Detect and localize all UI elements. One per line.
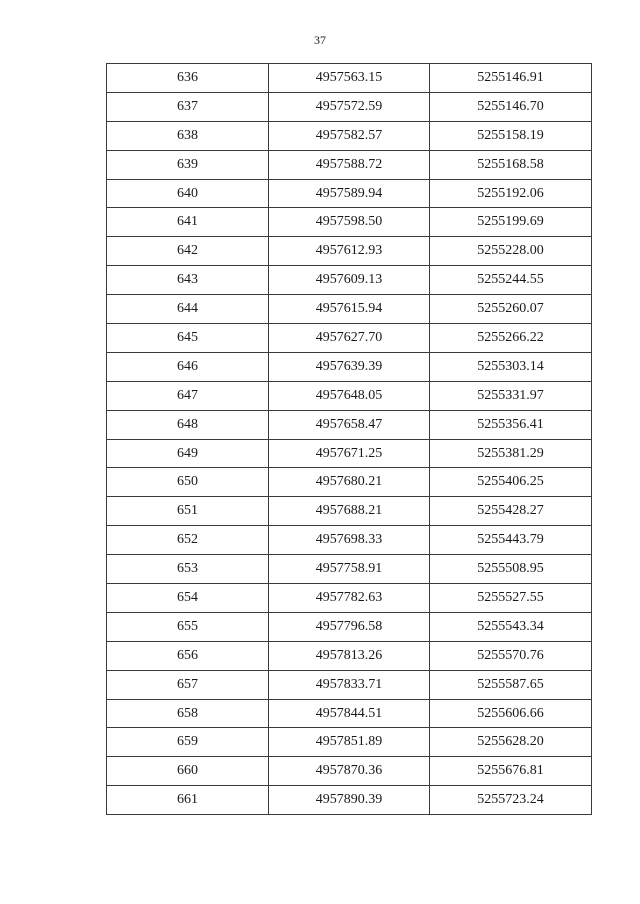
table-row — [107, 439, 592, 468]
y-coordinate-cell: 5255146.70 — [430, 92, 592, 121]
y-coordinate-cell: 5255628.20 — [430, 728, 592, 757]
x-coordinate-cell: 4957698.33 — [269, 526, 430, 555]
x-coordinate-cell: 4957639.39 — [269, 352, 430, 381]
point-number-cell: 644 — [107, 295, 269, 324]
table-row — [107, 208, 592, 237]
y-coordinate-cell: 5255331.97 — [430, 381, 592, 410]
table-row — [107, 526, 592, 555]
table-row — [107, 555, 592, 584]
table-row — [107, 699, 592, 728]
x-coordinate-cell: 4957680.21 — [269, 468, 430, 497]
table-row — [107, 670, 592, 699]
table-row — [107, 237, 592, 266]
x-coordinate-cell: 4957833.71 — [269, 670, 430, 699]
table-row — [107, 352, 592, 381]
x-coordinate-cell: 4957851.89 — [269, 728, 430, 757]
x-coordinate-cell: 4957688.21 — [269, 497, 430, 526]
y-coordinate-cell: 5255158.19 — [430, 121, 592, 150]
point-number-cell: 639 — [107, 150, 269, 179]
table-row — [107, 324, 592, 353]
x-coordinate-cell: 4957658.47 — [269, 410, 430, 439]
point-number-cell: 643 — [107, 266, 269, 295]
table-row — [107, 584, 592, 613]
point-number-cell: 661 — [107, 786, 269, 815]
x-coordinate-cell: 4957572.59 — [269, 92, 430, 121]
x-coordinate-cell: 4957563.15 — [269, 64, 430, 93]
x-coordinate-cell: 4957609.13 — [269, 266, 430, 295]
table-row — [107, 150, 592, 179]
point-number-cell: 646 — [107, 352, 269, 381]
table-row — [107, 381, 592, 410]
x-coordinate-cell: 4957813.26 — [269, 641, 430, 670]
table-row — [107, 728, 592, 757]
x-coordinate-cell: 4957612.93 — [269, 237, 430, 266]
point-number-cell: 640 — [107, 179, 269, 208]
table-row — [107, 64, 592, 93]
point-number-cell: 642 — [107, 237, 269, 266]
point-number-cell: 650 — [107, 468, 269, 497]
x-coordinate-cell: 4957671.25 — [269, 439, 430, 468]
x-coordinate-cell: 4957844.51 — [269, 699, 430, 728]
point-number-cell: 638 — [107, 121, 269, 150]
coordinates-table — [106, 63, 592, 815]
y-coordinate-cell: 5255587.65 — [430, 670, 592, 699]
x-coordinate-cell: 4957588.72 — [269, 150, 430, 179]
table-row — [107, 295, 592, 324]
point-number-cell: 651 — [107, 497, 269, 526]
table-row — [107, 410, 592, 439]
point-number-cell: 637 — [107, 92, 269, 121]
x-coordinate-cell: 4957615.94 — [269, 295, 430, 324]
point-number-cell: 658 — [107, 699, 269, 728]
table-row — [107, 121, 592, 150]
table-row — [107, 641, 592, 670]
y-coordinate-cell: 5255723.24 — [430, 786, 592, 815]
point-number-cell: 653 — [107, 555, 269, 584]
y-coordinate-cell: 5255356.41 — [430, 410, 592, 439]
y-coordinate-cell: 5255199.69 — [430, 208, 592, 237]
x-coordinate-cell: 4957796.58 — [269, 612, 430, 641]
page-number: 37 — [314, 33, 326, 47]
y-coordinate-cell: 5255443.79 — [430, 526, 592, 555]
x-coordinate-cell: 4957870.36 — [269, 757, 430, 786]
point-number-cell: 660 — [107, 757, 269, 786]
y-coordinate-cell: 5255228.00 — [430, 237, 592, 266]
x-coordinate-cell: 4957782.63 — [269, 584, 430, 613]
y-coordinate-cell: 5255192.06 — [430, 179, 592, 208]
coordinates-table-body — [107, 64, 592, 815]
y-coordinate-cell: 5255543.34 — [430, 612, 592, 641]
y-coordinate-cell: 5255676.81 — [430, 757, 592, 786]
point-number-cell: 659 — [107, 728, 269, 757]
y-coordinate-cell: 5255266.22 — [430, 324, 592, 353]
y-coordinate-cell: 5255260.07 — [430, 295, 592, 324]
point-number-cell: 649 — [107, 439, 269, 468]
y-coordinate-cell: 5255244.55 — [430, 266, 592, 295]
x-coordinate-cell: 4957598.50 — [269, 208, 430, 237]
point-number-cell: 648 — [107, 410, 269, 439]
table-row — [107, 468, 592, 497]
point-number-cell: 647 — [107, 381, 269, 410]
table-row — [107, 786, 592, 815]
y-coordinate-cell: 5255606.66 — [430, 699, 592, 728]
x-coordinate-cell: 4957758.91 — [269, 555, 430, 584]
y-coordinate-cell: 5255168.58 — [430, 150, 592, 179]
x-coordinate-cell: 4957648.05 — [269, 381, 430, 410]
x-coordinate-cell: 4957627.70 — [269, 324, 430, 353]
x-coordinate-cell: 4957582.57 — [269, 121, 430, 150]
y-coordinate-cell: 5255406.25 — [430, 468, 592, 497]
table-row — [107, 497, 592, 526]
y-coordinate-cell: 5255428.27 — [430, 497, 592, 526]
y-coordinate-cell: 5255146.91 — [430, 64, 592, 93]
point-number-cell: 645 — [107, 324, 269, 353]
y-coordinate-cell: 5255303.14 — [430, 352, 592, 381]
point-number-cell: 657 — [107, 670, 269, 699]
y-coordinate-cell: 5255508.95 — [430, 555, 592, 584]
point-number-cell: 656 — [107, 641, 269, 670]
point-number-cell: 654 — [107, 584, 269, 613]
y-coordinate-cell: 5255381.29 — [430, 439, 592, 468]
point-number-cell: 636 — [107, 64, 269, 93]
point-number-cell: 641 — [107, 208, 269, 237]
point-number-cell: 652 — [107, 526, 269, 555]
y-coordinate-cell: 5255570.76 — [430, 641, 592, 670]
x-coordinate-cell: 4957890.39 — [269, 786, 430, 815]
y-coordinate-cell: 5255527.55 — [430, 584, 592, 613]
table-row — [107, 266, 592, 295]
table-row — [107, 92, 592, 121]
point-number-cell: 655 — [107, 612, 269, 641]
table-row — [107, 757, 592, 786]
table-row — [107, 612, 592, 641]
table-row — [107, 179, 592, 208]
x-coordinate-cell: 4957589.94 — [269, 179, 430, 208]
